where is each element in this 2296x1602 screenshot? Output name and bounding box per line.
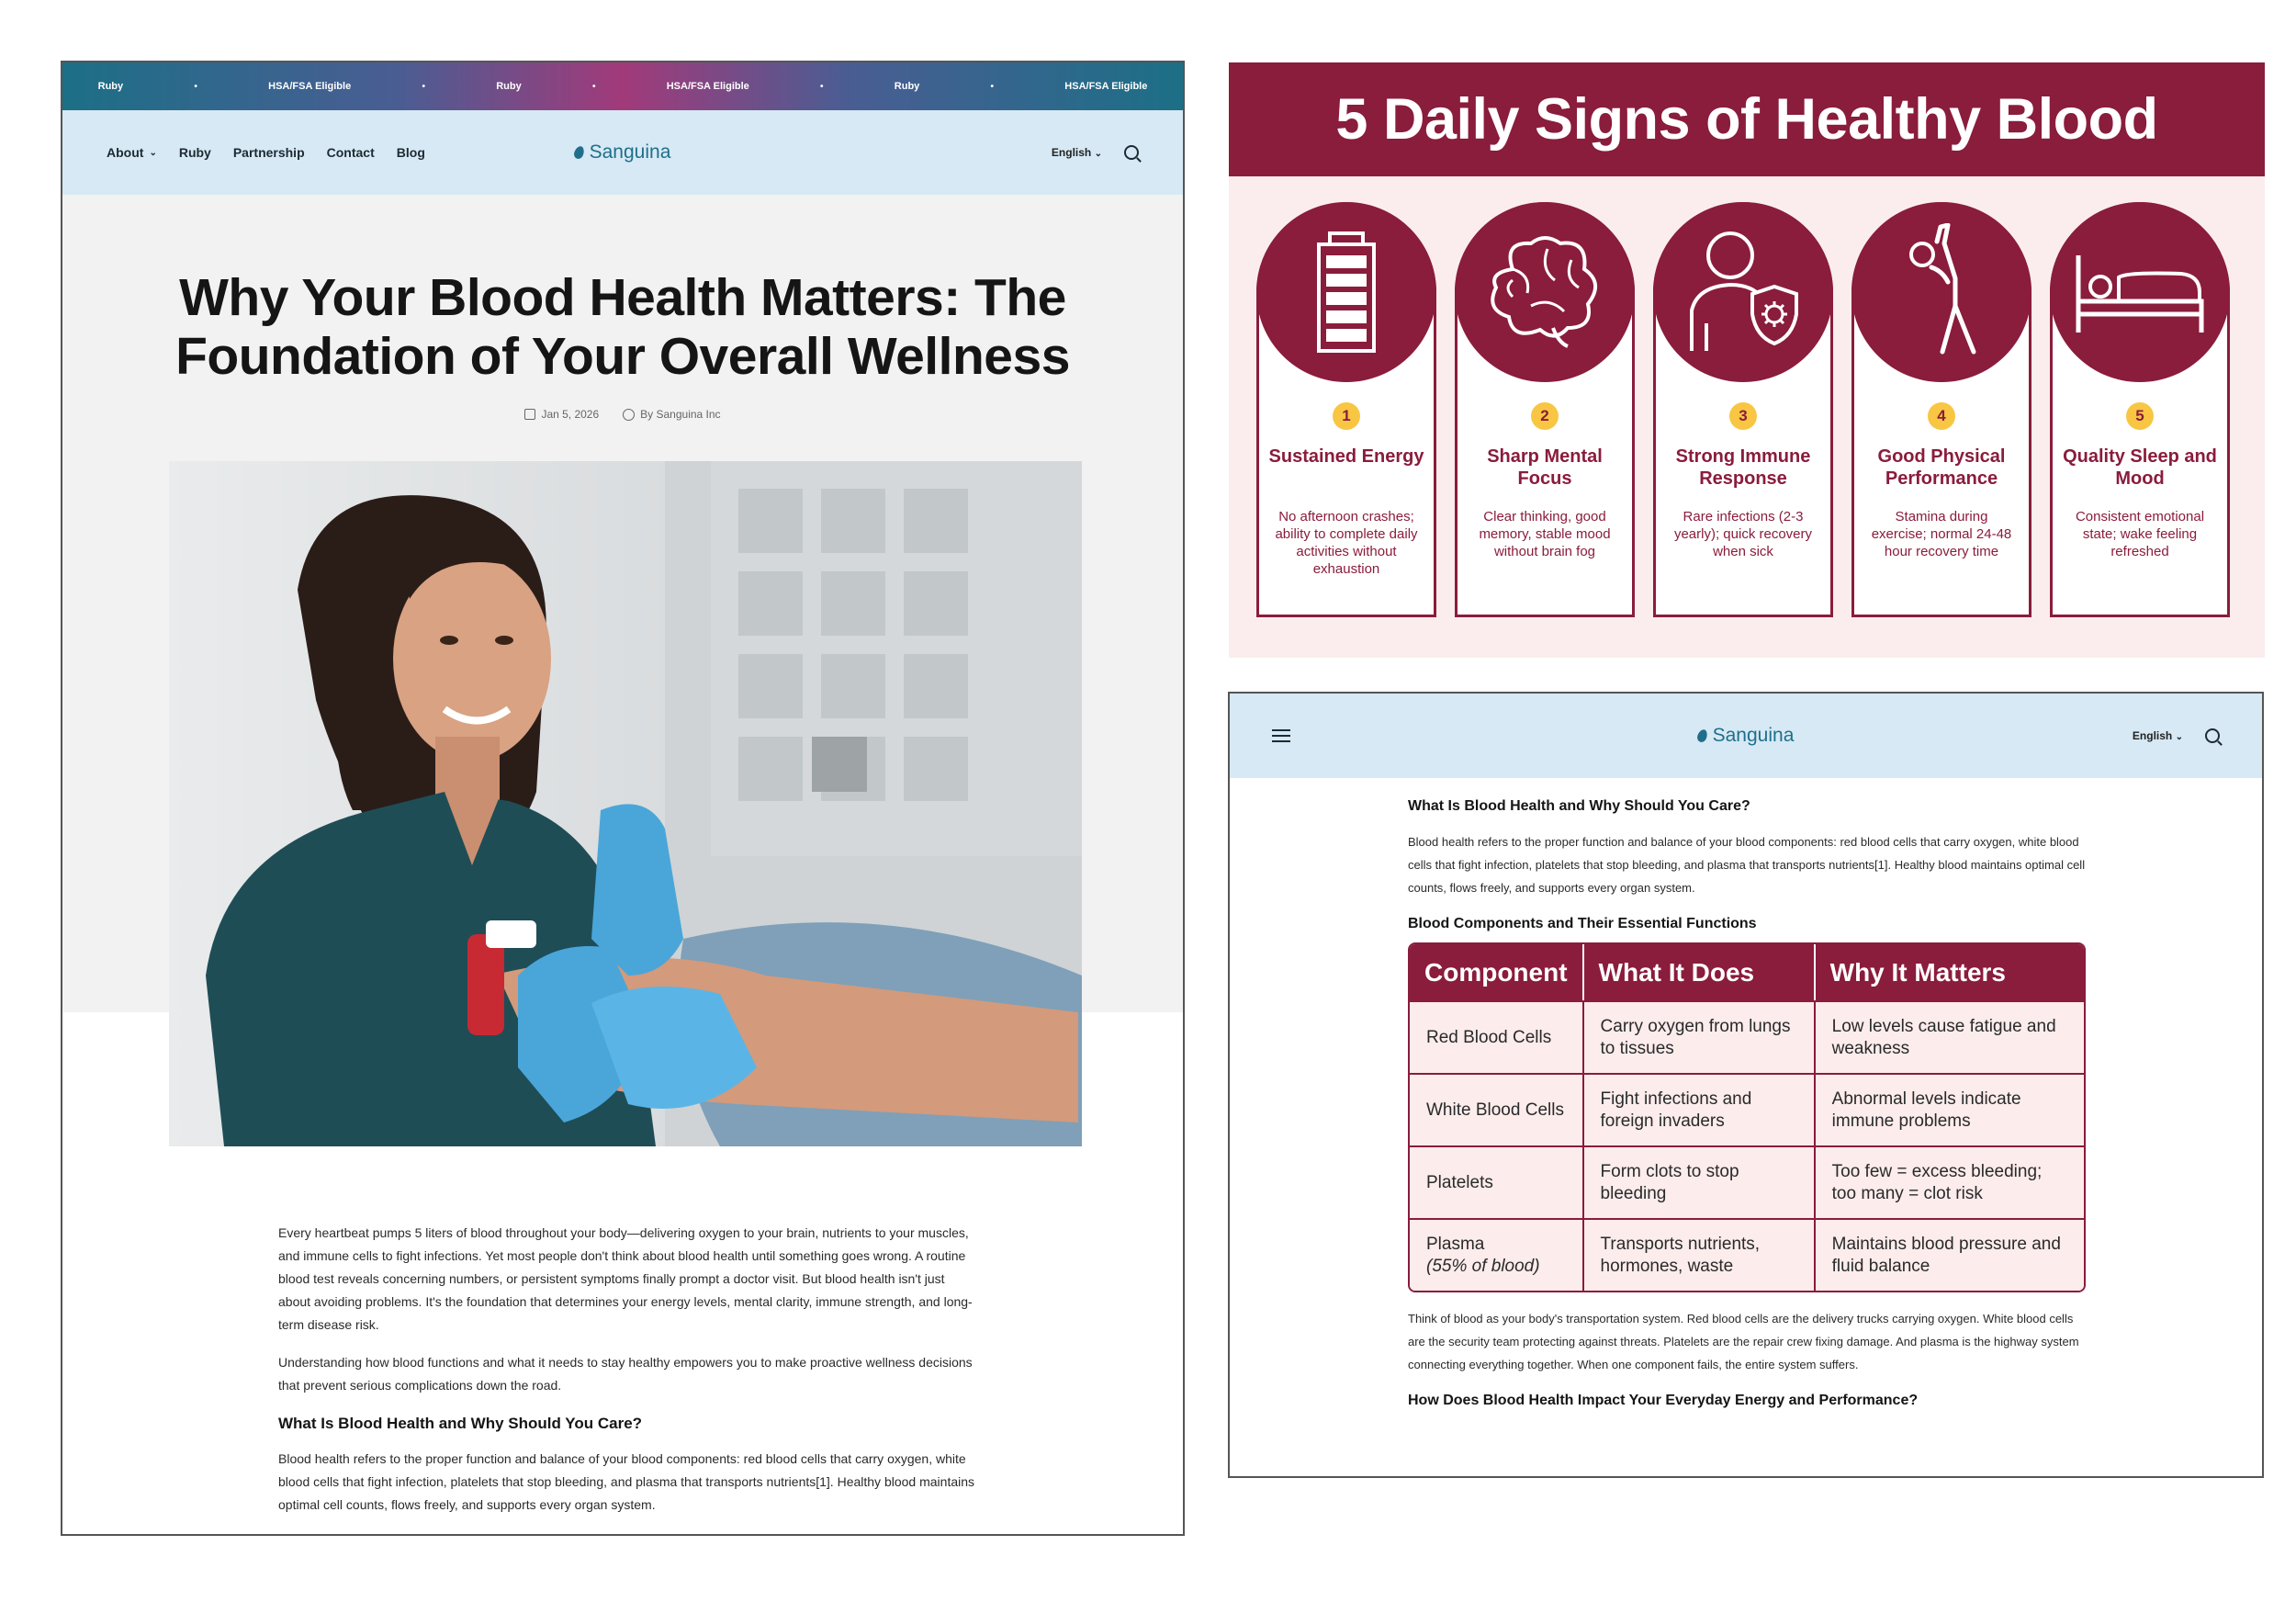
immune-shield-icon xyxy=(1653,202,1833,382)
article-section-heading: What Is Blood Health and Why Should You Care? xyxy=(1408,798,1750,814)
nav-link-about[interactable] xyxy=(107,145,157,160)
sign-number: 5 xyxy=(2126,402,2154,430)
sign-card xyxy=(1455,202,1635,617)
promo-item[interactable]: Ruby xyxy=(97,81,124,92)
mobile-article-body xyxy=(1408,795,2088,1425)
promo-item[interactable]: HSA/FSA Eligible xyxy=(666,81,749,92)
table-cell xyxy=(1410,1218,1584,1291)
table-cell: Fight infections and foreign invaders xyxy=(1584,1073,1816,1145)
table-cell: White Blood Cells xyxy=(1410,1073,1584,1145)
sign-number: 2 xyxy=(1531,402,1559,430)
main-navigation xyxy=(62,110,1183,195)
sign-description: Rare infections (2-3 yearly); quick recovery when sick xyxy=(1673,509,1813,559)
chevron-down-icon[interactable]: ⌄ xyxy=(149,147,157,158)
separator-dot: • xyxy=(591,81,596,92)
article-date: Jan 5, 2026 xyxy=(541,408,600,421)
sign-card xyxy=(1851,202,2032,617)
component-note: (55% of blood) xyxy=(1426,1256,1540,1276)
sign-description: Clear thinking, good memory, stable mood without brain fog xyxy=(1479,509,1611,559)
nav-link-ruby[interactable]: Ruby xyxy=(178,145,211,160)
table-row xyxy=(1410,1000,2084,1073)
table-cell: Low levels cause fatigue and weakness xyxy=(1816,1000,2084,1073)
language-selector[interactable] xyxy=(1052,146,1102,159)
article-title: Why Your Blood Health Matters: The Foundation of Your Overall Wellness xyxy=(175,268,1070,386)
healthy-blood-infographic xyxy=(1229,62,2265,658)
sign-description: No afternoon crashes; ability to complete daily activities without exhaustion xyxy=(1275,509,1418,577)
sign-description: Consistent emotional state; wake feeling refreshed xyxy=(2075,509,2205,559)
article-meta xyxy=(62,408,1183,421)
promo-item[interactable]: HSA/FSA Eligible xyxy=(268,81,352,92)
table-row xyxy=(1410,1145,2084,1218)
sign-description: Stamina during exercise; normal 24-48 hour recovery time xyxy=(1871,509,2012,559)
article-author[interactable]: By Sanguina Inc xyxy=(640,408,721,421)
sign-title: Sustained Energy xyxy=(1268,446,1424,467)
sign-card xyxy=(2050,202,2230,617)
nav-link-blog[interactable]: Blog xyxy=(396,145,425,160)
table-cell: Transports nutrients, hormones, waste xyxy=(1584,1218,1816,1291)
hero-photo-blood-draw xyxy=(169,461,1082,1146)
logo-text: Sanguina xyxy=(1712,725,1795,746)
blood-components-table xyxy=(1408,942,2086,1292)
nav-link-label[interactable]: About xyxy=(107,145,144,160)
sanguina-logo[interactable] xyxy=(1698,725,1795,747)
nav-link-partnership[interactable]: Partnership xyxy=(232,145,305,160)
logo-text: Sanguina xyxy=(589,141,671,163)
brain-icon xyxy=(1455,202,1635,382)
table-cell: Platelets xyxy=(1410,1145,1584,1218)
sign-title: Sharp Mental Focus xyxy=(1487,446,1603,489)
article-paragraph: Every heartbeat pumps 5 liters of blood throughout your body—delivering oxygen to your brain, nutrients to your muscles, and immune cells to fight infections. Yet most people don't think about blood health until something goes wrong. A routine blood test reveals concerning numbers, or persistent symptoms finally prompt a doctor visit. But blood health isn't just about avoiding problems. It's the foundation that determines your energy levels, mental clarity, immune strength, and long-term disease risk. xyxy=(278,1225,973,1332)
article-section-heading: What Is Blood Health and Why Should You Care? xyxy=(278,1415,643,1432)
table-header: What It Does xyxy=(1584,944,1816,1000)
chevron-down-icon: ⌄ xyxy=(1094,149,1102,159)
language-label: English xyxy=(2132,729,2173,742)
sign-cards xyxy=(1256,202,2230,617)
article-section-heading: Blood Components and Their Essential Functions xyxy=(1408,916,1757,931)
sign-title: Good Physical Performance xyxy=(1877,446,2006,489)
separator-dot: • xyxy=(820,81,824,92)
sign-number: 3 xyxy=(1729,402,1757,430)
sign-card xyxy=(1653,202,1833,617)
sign-title: Strong Immune Response xyxy=(1675,446,1811,489)
hamburger-menu-icon[interactable] xyxy=(1272,729,1290,742)
article-paragraph: Blood health refers to the proper function and balance of your blood components: red blood cells that carry oxygen, white blood cells that fight infection, platelets that stop bleeding, and plasma that transports nutrients[1]. Healthy blood maintains optimal cell counts, flows freely, and supports every organ system. xyxy=(278,1451,975,1512)
blood-drop-icon xyxy=(573,145,586,161)
article-section-heading: How Does Blood Health Impact Your Everyday Energy and Performance? xyxy=(1408,1393,1919,1408)
table-cell: Carry oxygen from lungs to tissues xyxy=(1584,1000,1816,1073)
table-cell: Maintains blood pressure and fluid balance xyxy=(1816,1218,2084,1291)
bed-icon xyxy=(2050,202,2230,382)
promo-item[interactable]: Ruby xyxy=(496,81,522,92)
table-header: Why It Matters xyxy=(1816,944,2084,1000)
table-cell: Red Blood Cells xyxy=(1410,1000,1584,1073)
separator-dot: • xyxy=(990,81,995,92)
blog-page-desktop xyxy=(61,61,1185,1536)
table-cell: Form clots to stop bleeding xyxy=(1584,1145,1816,1218)
search-icon[interactable] xyxy=(2205,728,2220,743)
component-name: Plasma xyxy=(1426,1234,1485,1254)
battery-icon xyxy=(1256,202,1436,382)
separator-dot: • xyxy=(194,81,197,92)
stretching-person-icon xyxy=(1851,202,2032,382)
infographic-title: 5 Daily Signs of Healthy Blood xyxy=(1229,62,2265,176)
table-cell: Too few = excess bleeding; too many = clot risk xyxy=(1816,1145,2084,1218)
separator-dot: • xyxy=(422,81,425,92)
promo-item[interactable]: HSA/FSA Eligible xyxy=(1064,81,1148,92)
mobile-navigation xyxy=(1230,694,2262,778)
blood-drop-icon xyxy=(1696,728,1709,744)
search-icon[interactable] xyxy=(1124,145,1139,160)
table-header: Component xyxy=(1410,944,1584,1000)
sign-number: 4 xyxy=(1928,402,1955,430)
blog-page-mobile xyxy=(1228,692,2264,1478)
sign-title: Quality Sleep and Mood xyxy=(2063,446,2217,489)
promo-ticker[interactable] xyxy=(62,62,1183,110)
nav-link-contact[interactable]: Contact xyxy=(326,145,375,160)
article-paragraph: Understanding how blood functions and what it needs to stay healthy empowers you to make proactive wellness decisions that prevent serious complications down the road. xyxy=(278,1355,973,1393)
calendar-icon xyxy=(524,409,535,420)
table-cell: Abnormal levels indicate immune problems xyxy=(1816,1073,2084,1145)
promo-item[interactable]: Ruby xyxy=(894,81,920,92)
sign-number: 1 xyxy=(1333,402,1360,430)
author-icon xyxy=(623,409,635,421)
table-row xyxy=(1410,1073,2084,1145)
language-label: English xyxy=(1051,146,1092,159)
article-paragraph: Blood health refers to the proper function and balance of your blood components: red blood cells that carry oxygen, white blood cells that fight infection, platelets that stop bleeding, and plasma that transports nutrients[1]. Healthy blood maintains optimal cell counts, flows freely, and supports every organ system. xyxy=(1408,835,2086,895)
sanguina-logo[interactable] xyxy=(575,141,671,164)
language-selector[interactable] xyxy=(2133,729,2183,742)
article-body xyxy=(278,1222,976,1531)
sign-card xyxy=(1256,202,1436,617)
table-row xyxy=(1410,1218,2084,1291)
chevron-down-icon: ⌄ xyxy=(2175,732,2183,742)
article-paragraph: Think of blood as your body's transportation system. Red blood cells are the delivery trucks carrying oxygen. White blood cells are the security team protecting against threats. Platelets are the repair crew fixing damage. And plasma is the highway system connecting everything together. When one component fails, the entire system suffers. xyxy=(1408,1312,2079,1371)
